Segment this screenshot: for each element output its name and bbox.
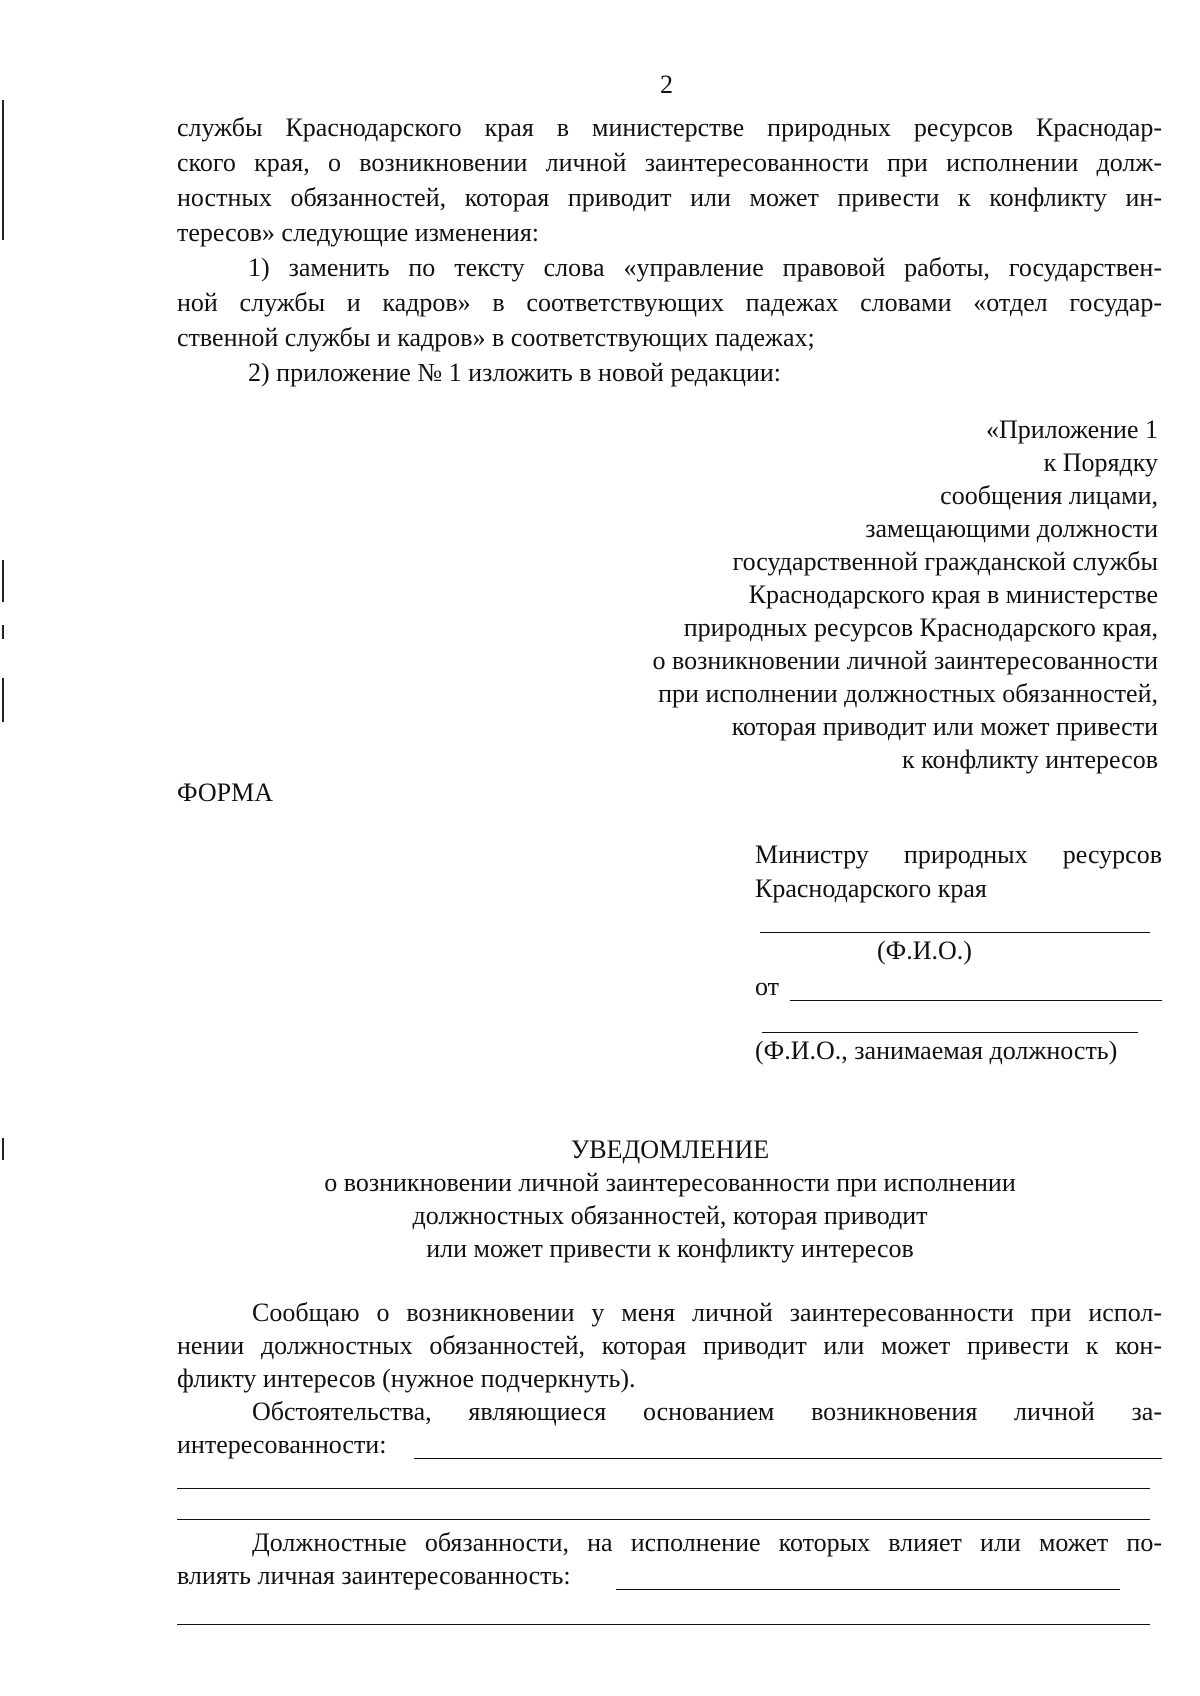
paragraph-line: ского края, о возникновении личной заинтересованности при исполнении долж-: [177, 148, 1162, 177]
appendix-line: природных ресурсов Краснодарского края,: [683, 613, 1158, 642]
circumstances-fill-line: [177, 1519, 1150, 1520]
addressee-line: Министру природных ресурсов: [755, 840, 1162, 869]
appendix-line: сообщения лицами,: [940, 481, 1158, 510]
scan-mark: [2, 625, 4, 639]
notice-subtitle: или может привести к конфликту интересов: [426, 1234, 914, 1263]
circumstances-fill-line: [414, 1458, 1162, 1459]
paragraph-line: тересов» следующие изменения:: [177, 218, 540, 247]
item1-line: 1) заменить по тексту слова «управление правовой работы, государствен-: [248, 253, 1162, 282]
position-fill-line: [762, 1032, 1138, 1033]
appendix-line: о возникновении личной заинтересованности: [652, 646, 1158, 675]
duties-fill-line: [616, 1589, 1120, 1590]
appendix-line: к Порядку: [1043, 448, 1158, 477]
notice-subtitle: о возникновении личной заинтересованности при исполнении: [324, 1168, 1016, 1197]
duties-line: Должностные обязанности, на исполнение которых влияет или может по-: [252, 1528, 1162, 1557]
notice-body-line: нении должностных обязанностей, которая приводит или может привести к кон-: [177, 1331, 1162, 1360]
scan-mark: [2, 100, 4, 240]
duties-fill-line: [177, 1624, 1150, 1625]
item1-line: ной службы и кадров» в соответствующих падежах словами «отдел государ-: [177, 288, 1162, 317]
appendix-line: замещающими должности: [865, 514, 1158, 543]
appendix-line: Краснодарского края в министерстве: [748, 580, 1158, 609]
appendix-line: которая приводит или может привести: [731, 712, 1158, 741]
appendix-line: при исполнении должностных обязанностей,: [658, 679, 1158, 708]
notice-subtitle: должностных обязанностей, которая приводит: [412, 1201, 928, 1230]
from-fill-line: [790, 1000, 1162, 1001]
paragraph-line: ностных обязанностей, которая приводит или может привести к конфликту ин-: [177, 183, 1162, 212]
fio-caption: (Ф.И.О.): [877, 936, 972, 965]
appendix-line: «Приложение 1: [985, 415, 1158, 444]
item1-line: ственной службы и кадров» в соответствующих падежах;: [177, 323, 815, 352]
scan-mark: [2, 678, 4, 722]
form-label: ФОРМА: [177, 778, 273, 807]
fio-signature-line: [760, 932, 1150, 933]
from-caption: (Ф.И.О., занимаемая должность): [755, 1036, 1118, 1065]
duties-label: влиять личная заинтересованность:: [177, 1561, 571, 1590]
appendix-line: государственной гражданской службы: [732, 547, 1158, 576]
addressee-line: Краснодарского края: [755, 874, 987, 903]
paragraph-line: службы Краснодарского края в министерстве природных ресурсов Краснодар-: [177, 113, 1162, 142]
page-number: 2: [660, 70, 673, 99]
circumstances-fill-line: [177, 1488, 1150, 1489]
item2-line: 2) приложение № 1 изложить в новой редакции:: [248, 358, 782, 387]
circumstances-line: Обстоятельства, являющиеся основанием возникновения личной за-: [252, 1397, 1162, 1426]
scan-mark: [2, 560, 4, 602]
appendix-line: к конфликту интересов: [902, 745, 1158, 774]
notice-body-line: Сообщаю о возникновении у меня личной заинтересованности при испол-: [252, 1298, 1162, 1327]
from-label: от: [755, 972, 780, 1001]
notice-title: УВЕДОМЛЕНИЕ: [570, 1135, 770, 1164]
notice-body-line: фликту интересов (нужное подчеркнуть).: [177, 1364, 636, 1393]
circumstances-label: интересованности:: [177, 1430, 387, 1459]
